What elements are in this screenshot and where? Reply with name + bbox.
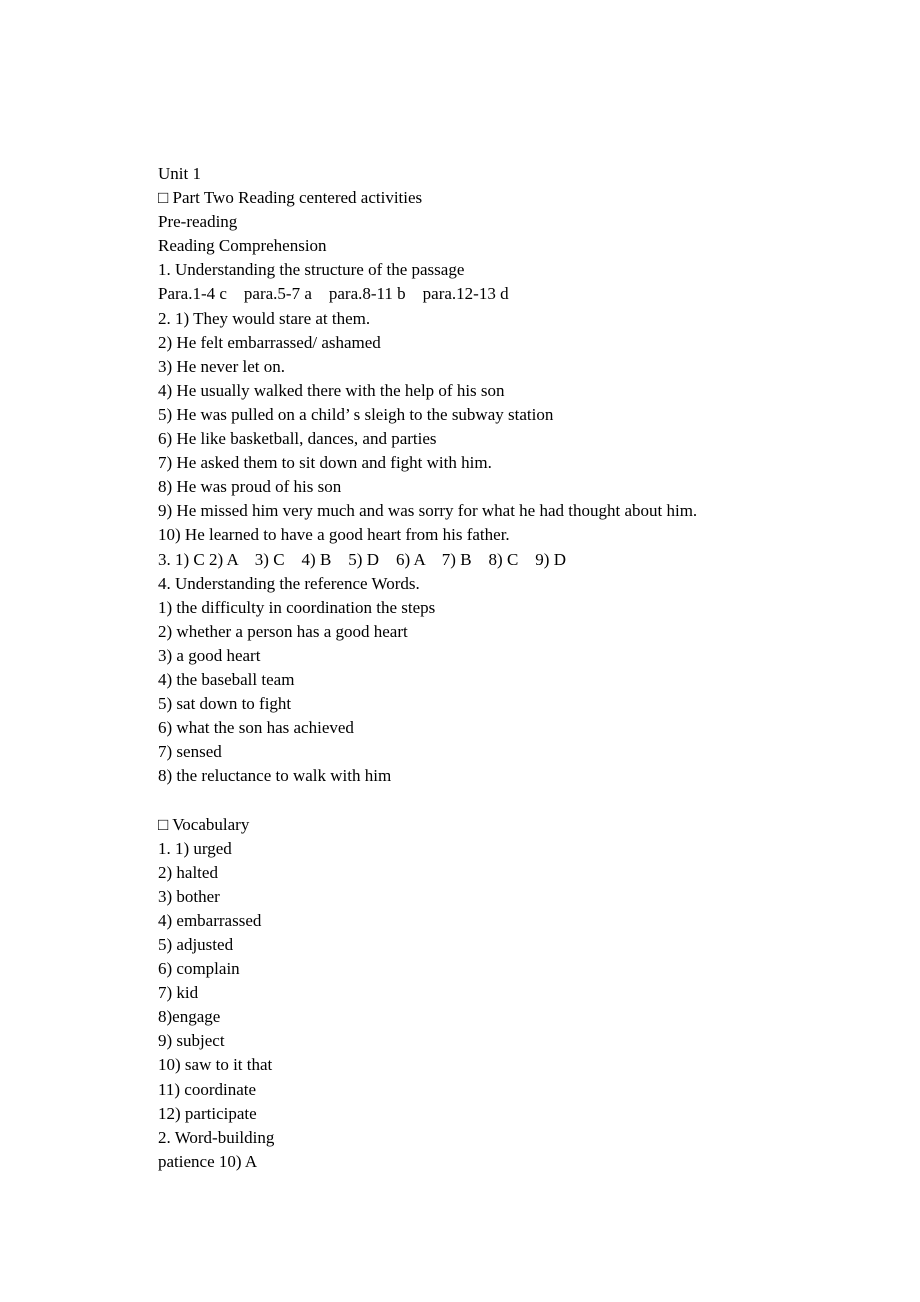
answer-line: 10) He learned to have a good heart from his father. xyxy=(158,525,510,545)
word-building-answer: patience 10) A xyxy=(158,1151,258,1171)
answer-line: 4) He usually walked there with the help of his son xyxy=(158,380,505,400)
vocabulary-answer: 12) participate xyxy=(158,1103,257,1123)
vocabulary-answer: 3) bother xyxy=(158,886,220,906)
vocabulary-answer: 2) halted xyxy=(158,862,218,882)
answer-line: 3) He never let on. xyxy=(158,356,285,376)
unit-heading: Unit 1 xyxy=(158,164,201,183)
answer-line: 7) He asked them to sit down and fight with him. xyxy=(158,453,492,473)
answer-line: 2) He felt embarrassed/ ashamed xyxy=(158,332,381,352)
answer-line: 4) the baseball team xyxy=(158,669,295,689)
answer-line: 6) He like basketball, dances, and parties xyxy=(158,429,437,449)
pre-reading-heading: Pre-reading xyxy=(158,212,238,232)
vocabulary-answer: 8)engage xyxy=(158,1007,221,1027)
part-two-heading: □ Part Two Reading centered activities xyxy=(158,188,423,208)
answer-line: 1) the difficulty in coordination the steps xyxy=(158,597,436,617)
vocabulary-answer: 7) kid xyxy=(158,983,199,1003)
document-body xyxy=(158,162,878,1174)
vocabulary-answer: 5) adjusted xyxy=(158,935,234,954)
blank-line xyxy=(158,788,878,812)
reference-words-heading: 4. Understanding the reference Words. xyxy=(158,573,420,593)
answer-line: 2. 1) They would stare at them. xyxy=(158,308,371,328)
answer-line: 5) He was pulled on a child’ s sleigh to the subway station xyxy=(158,404,554,424)
answer-line: 2) whether a person has a good heart xyxy=(158,621,408,641)
vocabulary-answer: 4) embarrassed xyxy=(158,910,262,930)
vocabulary-heading: □ Vocabulary xyxy=(158,814,250,834)
reading-comprehension-heading: Reading Comprehension xyxy=(158,236,327,256)
answer-line: 6) what the son has achieved xyxy=(158,718,354,738)
vocabulary-answer: 10) saw to it that xyxy=(158,1055,273,1075)
vocabulary-answer: 6) complain xyxy=(158,959,240,979)
structure-answers: Para.1-4 c para.5-7 a para.8-11 b para.12-13 d xyxy=(158,284,509,304)
multiple-choice-answers: 3. 1) C 2) A 3) C 4) B 5) D 6) A 7) B 8) C 9) D xyxy=(158,549,566,569)
answer-line: 7) sensed xyxy=(158,742,222,762)
word-building-heading: 2. Word-building xyxy=(158,1127,275,1147)
structure-question: 1. Understanding the structure of the passage xyxy=(158,260,465,280)
vocabulary-answer: 11) coordinate xyxy=(158,1079,257,1099)
vocabulary-answer: 9) subject xyxy=(158,1031,225,1051)
answer-line: 8) the reluctance to walk with him xyxy=(158,766,392,786)
answer-line: 3) a good heart xyxy=(158,645,261,665)
answer-line: 5) sat down to fight xyxy=(158,694,292,714)
answer-line: 8) He was proud of his son xyxy=(158,477,342,497)
vocabulary-answer: 1. 1) urged xyxy=(158,838,232,858)
answer-line: 9) He missed him very much and was sorry for what he had thought about him. xyxy=(158,501,698,521)
